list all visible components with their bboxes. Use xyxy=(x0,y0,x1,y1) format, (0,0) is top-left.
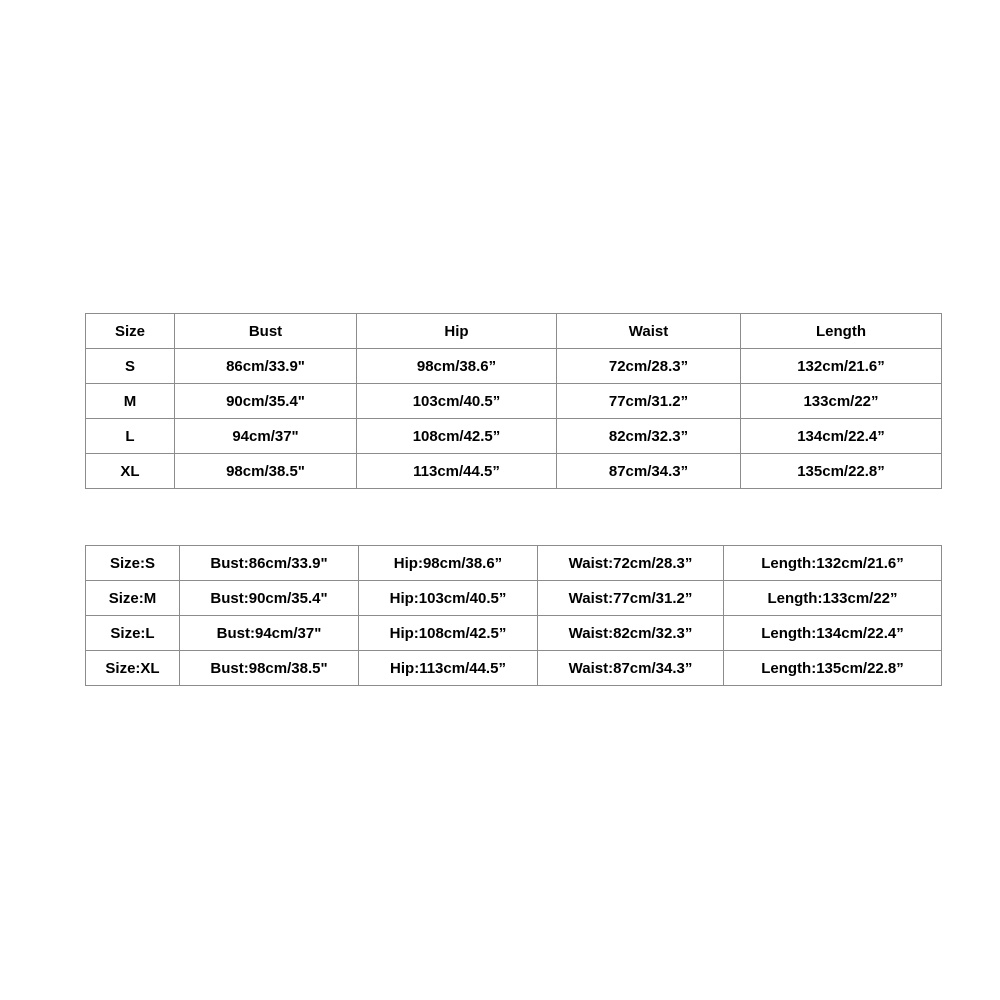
table-cell-waist: 82cm/32.3” xyxy=(557,419,741,454)
column-header-length: Length xyxy=(741,314,942,349)
table-cell-bust: 94cm/37" xyxy=(175,419,357,454)
table-cell-length: Length:135cm/22.8” xyxy=(724,651,942,686)
column-header-size: Size xyxy=(86,314,175,349)
table-cell-size: S xyxy=(86,349,175,384)
table-cell-waist: 87cm/34.3” xyxy=(557,454,741,489)
table-cell-size: L xyxy=(86,419,175,454)
table-cell-waist: Waist:82cm/32.3” xyxy=(538,616,724,651)
table-cell-length: Length:133cm/22” xyxy=(724,581,942,616)
table-cell-hip: 98cm/38.6” xyxy=(357,349,557,384)
table-cell-length: 133cm/22” xyxy=(741,384,942,419)
table-cell-hip: Hip:108cm/42.5” xyxy=(359,616,538,651)
table-cell-bust: Bust:98cm/38.5" xyxy=(180,651,359,686)
table-cell-hip: 108cm/42.5” xyxy=(357,419,557,454)
table-row xyxy=(86,454,942,489)
table-row xyxy=(86,384,942,419)
table-cell-size: M xyxy=(86,384,175,419)
table-cell-length: 135cm/22.8” xyxy=(741,454,942,489)
table-cell-waist: Waist:72cm/28.3” xyxy=(538,546,724,581)
table-cell-bust: 90cm/35.4" xyxy=(175,384,357,419)
table-cell-size: Size:S xyxy=(86,546,180,581)
table-cell-bust: 98cm/38.5" xyxy=(175,454,357,489)
table-row xyxy=(86,651,942,686)
table-cell-size: Size:M xyxy=(86,581,180,616)
labeled-size-chart-table xyxy=(85,545,942,686)
table-row xyxy=(86,581,942,616)
table-cell-length: Length:132cm/21.6” xyxy=(724,546,942,581)
table-cell-bust: 86cm/33.9" xyxy=(175,349,357,384)
table-cell-size: XL xyxy=(86,454,175,489)
column-header-waist: Waist xyxy=(557,314,741,349)
table-cell-length: 132cm/21.6” xyxy=(741,349,942,384)
table-cell-hip: Hip:98cm/38.6” xyxy=(359,546,538,581)
column-header-hip: Hip xyxy=(357,314,557,349)
table-cell-bust: Bust:90cm/35.4" xyxy=(180,581,359,616)
table-cell-size: Size:L xyxy=(86,616,180,651)
table-cell-hip: Hip:103cm/40.5” xyxy=(359,581,538,616)
table-cell-size: Size:XL xyxy=(86,651,180,686)
table-cell-waist: 77cm/31.2” xyxy=(557,384,741,419)
table-cell-bust: Bust:86cm/33.9" xyxy=(180,546,359,581)
table-row xyxy=(86,419,942,454)
table-cell-hip: 103cm/40.5” xyxy=(357,384,557,419)
table-cell-length: 134cm/22.4” xyxy=(741,419,942,454)
table-cell-waist: 72cm/28.3” xyxy=(557,349,741,384)
table-cell-waist: Waist:77cm/31.2” xyxy=(538,581,724,616)
size-chart-table xyxy=(85,313,942,489)
table-cell-hip: Hip:113cm/44.5” xyxy=(359,651,538,686)
table-row xyxy=(86,616,942,651)
column-header-bust: Bust xyxy=(175,314,357,349)
table-cell-waist: Waist:87cm/34.3” xyxy=(538,651,724,686)
table-cell-bust: Bust:94cm/37" xyxy=(180,616,359,651)
table-row xyxy=(86,546,942,581)
table-row xyxy=(86,349,942,384)
table-cell-hip: 113cm/44.5” xyxy=(357,454,557,489)
table-header-row xyxy=(86,314,942,349)
table-cell-length: Length:134cm/22.4” xyxy=(724,616,942,651)
